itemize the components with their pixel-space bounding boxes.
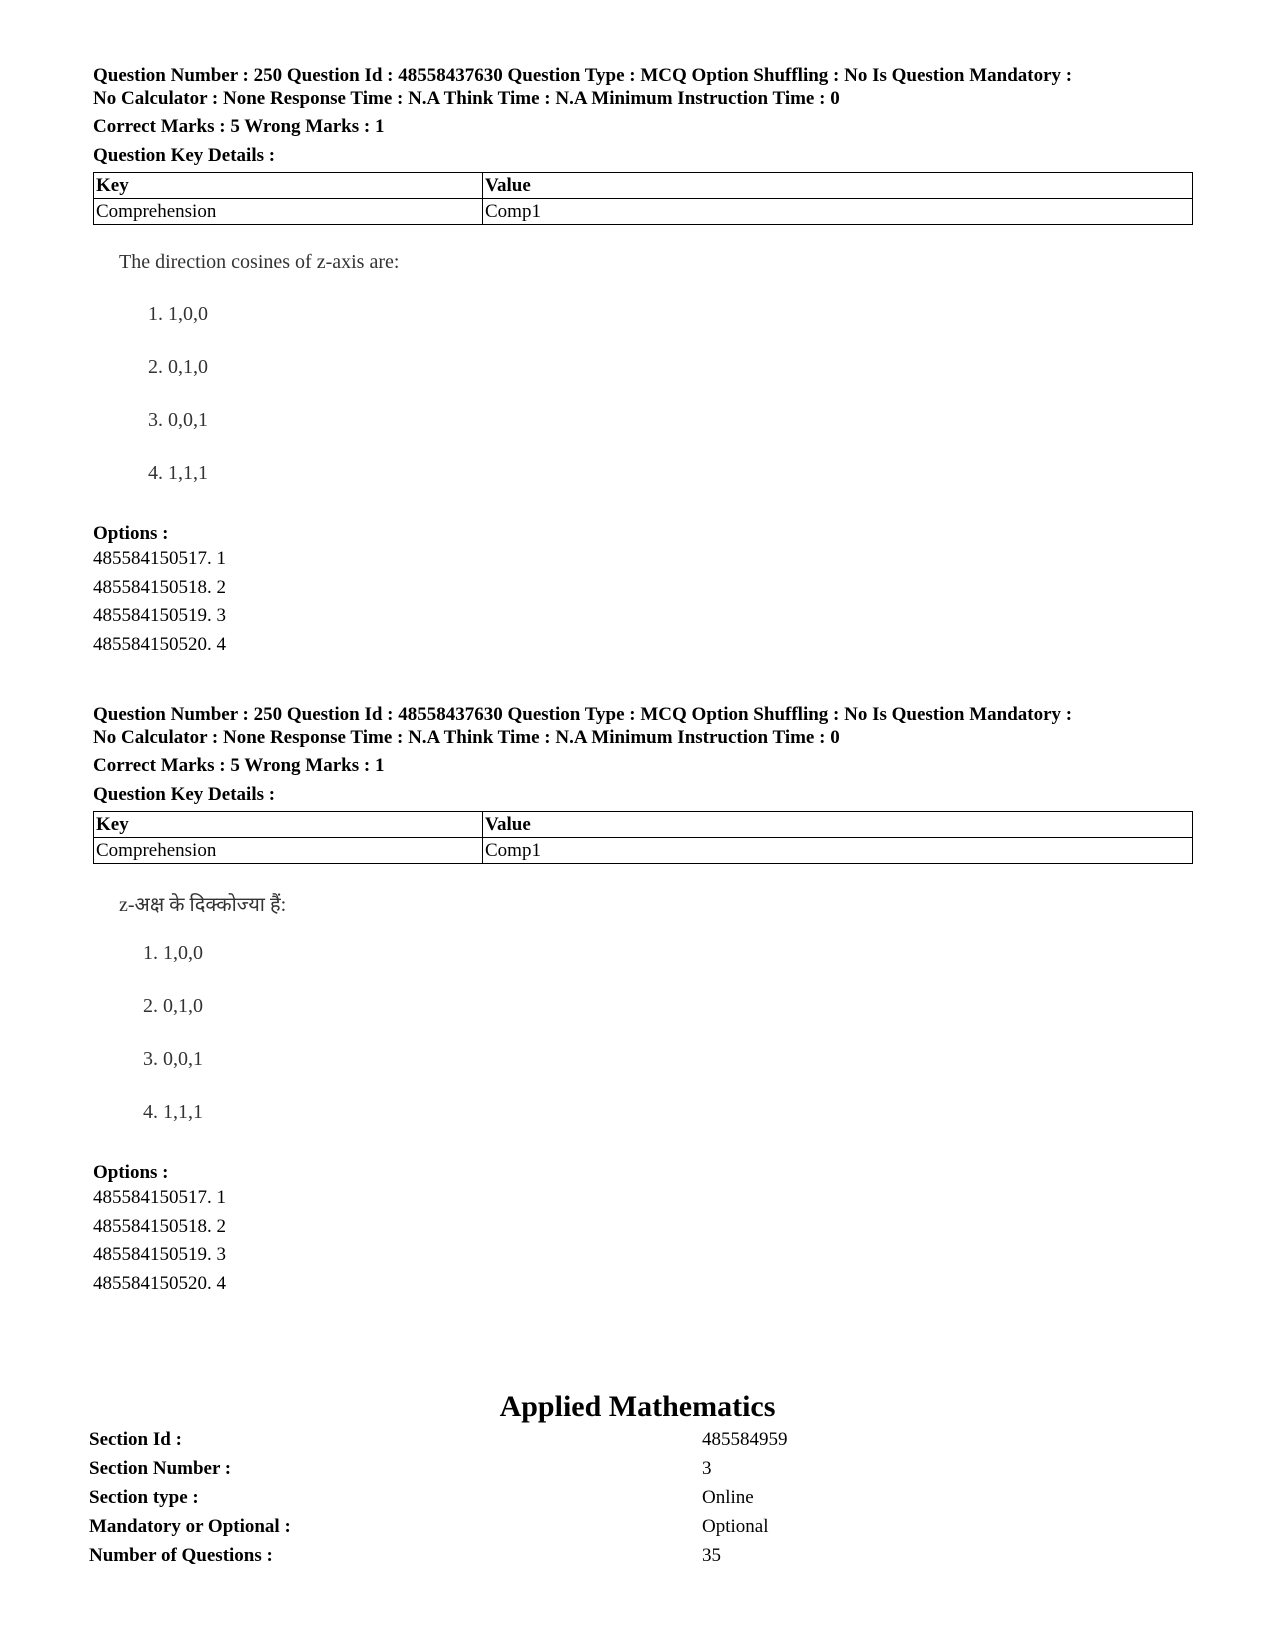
value-header: Value (483, 173, 1193, 199)
choice-1: 1. 1,0,0 (143, 942, 203, 964)
marks-line: Correct Marks : 5 Wrong Marks : 1 (93, 755, 385, 776)
key-details-label: Question Key Details : (93, 145, 276, 166)
option-2: 485584150518. 2 (93, 1215, 226, 1237)
section-row-value: 485584959 (702, 1429, 788, 1450)
section-row-id (89, 1426, 1189, 1454)
section-row-number (89, 1455, 1189, 1483)
option-4: 485584150520. 4 (93, 633, 226, 655)
choice-4: 4. 1,1,1 (148, 462, 208, 484)
value-cell: Comp1 (483, 838, 1193, 864)
section-row-value: 3 (702, 1458, 712, 1479)
section-row-label: Mandatory or Optional : (89, 1516, 291, 1537)
key-details-label: Question Key Details : (93, 784, 276, 805)
section-row-count (89, 1542, 1189, 1570)
option-1: 485584150517. 1 (93, 548, 226, 569)
section-row-type (89, 1484, 1189, 1512)
section-row-mandatory (89, 1513, 1189, 1541)
section-row-label: Section Id : (89, 1429, 182, 1450)
choice-3: 3. 0,0,1 (143, 1048, 203, 1070)
option-3: 485584150519. 3 (93, 1244, 226, 1265)
section-row-value: 35 (702, 1545, 721, 1566)
key-details-table (93, 811, 1193, 864)
option-3: 485584150519. 3 (93, 605, 226, 626)
choice-4: 4. 1,1,1 (143, 1101, 203, 1123)
section-row-label: Section type : (89, 1487, 199, 1508)
section-row-label: Section Number : (89, 1458, 232, 1479)
question-text: The direction cosines of z-axis are: (119, 251, 400, 273)
options-label: Options : (93, 523, 169, 544)
section-row-value: Optional (702, 1516, 769, 1537)
value-cell: Comp1 (483, 199, 1193, 225)
question-image (93, 876, 1193, 1156)
section-row-value: Online (702, 1487, 754, 1508)
choice-2: 2. 0,1,0 (148, 356, 208, 378)
options-label: Options : (93, 1162, 169, 1183)
section-title: Applied Mathematics (499, 1390, 776, 1423)
marks-line: Correct Marks : 5 Wrong Marks : 1 (93, 116, 385, 137)
section-row-label: Number of Questions : (89, 1545, 273, 1566)
key-details-table (93, 172, 1193, 225)
option-2: 485584150518. 2 (93, 576, 226, 598)
question-meta-line-1: Question Number : 250 Question Id : 48558437630 Question Type : MCQ Option Shuffling : No Is Question Mandatory : (93, 704, 1073, 725)
question-image (93, 237, 1193, 517)
choice-1: 1. 1,0,0 (148, 303, 208, 325)
key-header: Key (94, 812, 483, 838)
key-cell: Comprehension (94, 838, 483, 864)
choice-3: 3. 0,0,1 (148, 409, 208, 431)
question-meta-line-1: Question Number : 250 Question Id : 48558437630 Question Type : MCQ Option Shuffling : No Is Question Mandatory : (93, 65, 1073, 86)
key-header: Key (94, 173, 483, 199)
question-text: z-अक्ष के दिक्कोज्या हैं: (119, 894, 287, 916)
value-header: Value (483, 812, 1193, 838)
question-meta-line-2: No Calculator : None Response Time : N.A Think Time : N.A Minimum Instruction Time : 0 (93, 727, 840, 748)
question-meta-line-2: No Calculator : None Response Time : N.A Think Time : N.A Minimum Instruction Time : 0 (93, 88, 840, 109)
option-1: 485584150517. 1 (93, 1187, 226, 1208)
key-cell: Comprehension (94, 199, 483, 225)
question-block-2 (93, 703, 1193, 1298)
option-4: 485584150520. 4 (93, 1272, 226, 1294)
question-block-1 (93, 64, 1193, 659)
choice-2: 2. 0,1,0 (143, 995, 203, 1017)
